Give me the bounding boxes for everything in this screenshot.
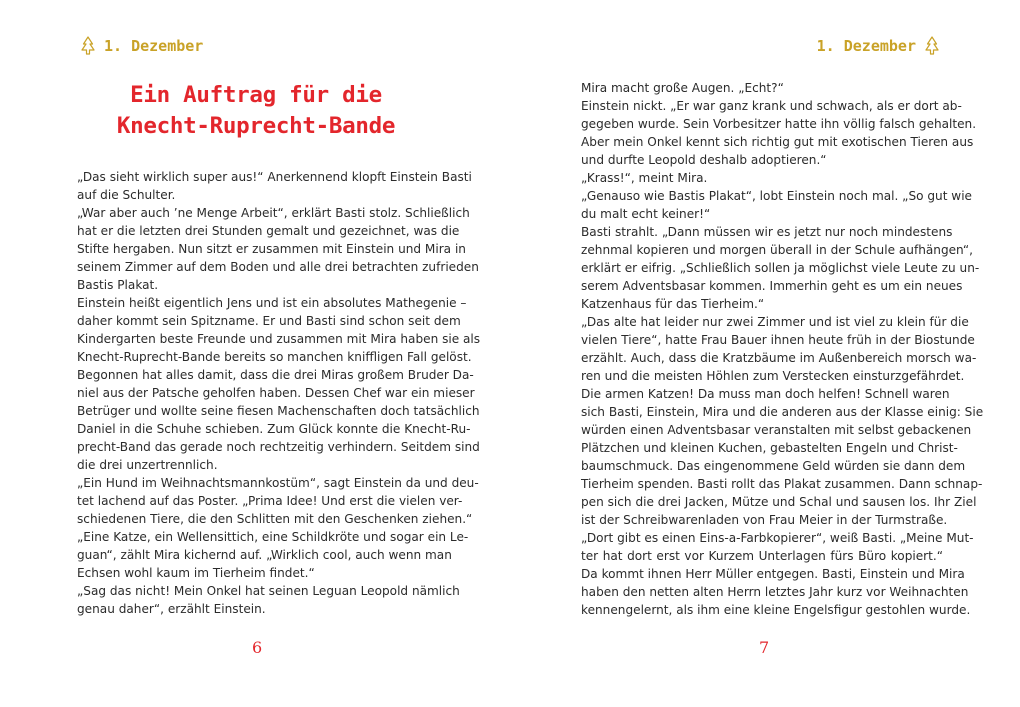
text-line: kennengelernt, als ihm eine kleine Engelsfigur gestohlen wurde. (581, 603, 971, 618)
text-line: schiedenen Tiere, die den Schlitten mit den Geschenken ziehen.“ (77, 512, 473, 527)
text-line: „Ein Hund im Weihnachtsmannkostüm“, sagt Einstein da und deu- (77, 476, 479, 491)
text-line: ter hat dort erst vor Kurzem Unterlagen fürs Büro kopiert.“ (581, 549, 943, 564)
text-line: Die armen Katzen! Da muss man doch helfen! Schnell waren (581, 387, 950, 402)
christmas-tree-icon (80, 36, 96, 56)
running-head-left (80, 36, 203, 56)
text-line: Plätzchen und kleinen Kuchen, gebastelten Engeln und Christ- (581, 441, 958, 456)
text-line: niel aus der Patsche geholfen haben. Dessen Chef war ein mieser (77, 386, 475, 401)
christmas-tree-icon (924, 36, 940, 56)
text-line: erklärt er eifrig. „Schließlich sollen ja möglichst viele Leute zu un- (581, 261, 980, 276)
body-text-left (77, 168, 481, 618)
body-text-right (581, 79, 984, 619)
text-line: Katzenhaus für das Tierheim.“ (581, 297, 765, 312)
text-line: Stifte hergaben. Nun sitzt er zusammen mit Einstein und Mira in (77, 242, 466, 257)
text-line: baumschmuck. Das eingenommene Geld würden sie dann dem (581, 459, 966, 474)
text-line: „Das alte hat leider nur zwei Zimmer und ist viel zu klein für die (581, 315, 969, 330)
text-line: seinem Zimmer auf dem Boden und alle drei betrachten zufrieden (77, 260, 479, 275)
text-line: „War aber auch ’ne Menge Arbeit“, erklärt Basti stolz. Schließlich (77, 206, 470, 221)
text-line: du malt echt keiner!“ (581, 207, 711, 222)
text-line: daher kommt sein Spitzname. Er und Basti sind schon seit dem (77, 314, 461, 329)
text-line: und durfte Leopold deshalb adoptieren.“ (581, 153, 827, 168)
text-line: Basti strahlt. „Dann müssen wir es jetzt nur noch mindestens (581, 225, 953, 240)
text-line: Einstein heißt eigentlich Jens und ist ein absolutes Mathegenie – (77, 296, 467, 311)
text-line: genau daher“, erzählt Einstein. (77, 602, 266, 617)
text-line: Tierheim spenden. Basti rollt das Plakat zusammen. Dann schnap- (581, 477, 983, 492)
text-line: pen sich die drei Jacken, Mütze und Schal und sausen los. Ihr Ziel (581, 495, 977, 510)
text-line: precht-Band das gerade noch rechtzeitig verhindern. Seitdem sind (77, 440, 480, 455)
text-line: „Dort gibt es einen Eins-a-Farbkopierer“, weiß Basti. „Meine Mut- (581, 531, 974, 546)
chapter-title (78, 80, 434, 142)
text-line: „Sag das nicht! Mein Onkel hat seinen Leguan Leopold nämlich (77, 584, 460, 599)
text-line: „Das sieht wirklich super aus!“ Anerkennend klopft Einstein Basti (77, 170, 472, 184)
text-line: Einstein nickt. „Er war ganz krank und schwach, als er dort ab- (581, 99, 962, 114)
text-line: auf die Schulter. (77, 188, 176, 203)
text-line: ren und die meisten Höhlen zum Verstecken einsturzgefährdet. (581, 369, 965, 384)
right-page (510, 0, 1020, 707)
text-line: haben den netten alten Herrn letztes Jahr kurz vor Weihnachten (581, 585, 969, 600)
text-line: Kindergarten beste Freunde und zusammen mit Mira haben sie als (77, 332, 481, 347)
text-line: Bastis Plakat. (77, 278, 159, 293)
text-line: Daniel in die Schuhe schieben. Zum Glück konnte die Knecht-Ru- (77, 422, 471, 437)
running-head-text: 1. Dezember (816, 37, 916, 55)
text-line: Betrüger und wollte seine fiesen Machenschaften doch tatsächlich (77, 404, 480, 419)
page-number-right: 7 (759, 638, 770, 657)
page-number-left: 6 (252, 638, 263, 657)
text-line: hat er die letzten drei Stunden gemalt und gezeichnet, was die (77, 224, 460, 239)
text-line: würden einen Adventsbasar veranstalten mit selbst gebackenen (581, 423, 972, 438)
chapter-title-line-2: Knecht-Ruprecht-Bande (116, 113, 396, 139)
text-line: tet lachend auf das Poster. „Prima Idee! Und erst die vielen ver- (77, 494, 463, 509)
text-line: „Eine Katze, ein Wellensittich, eine Schildkröte und sogar ein Le- (77, 530, 469, 545)
text-line: „Krass!“, meint Mira. (581, 171, 708, 186)
text-line: die drei unzertrennlich. (77, 458, 218, 473)
text-line: Knecht-Ruprecht-Bande bereits so manchen kniffligen Fall gelöst. (77, 350, 472, 365)
text-line: zehnmal kopieren und morgen überall in der Schule aufhängen“, (581, 243, 973, 258)
chapter-title-line-1: Ein Auftrag für die (130, 82, 382, 108)
running-head-right (817, 36, 940, 56)
text-line: sich Basti, Einstein, Mira und die anderen aus der Klasse einig: Sie (581, 405, 984, 420)
text-line: erzählt. Auch, dass die Kratzbäume im Außenbereich morsch wa- (581, 351, 977, 366)
text-line: serem Adventsbasar kommen. Immerhin geht es um ein neues (581, 279, 963, 294)
text-line: guan“, zählt Mira kichernd auf. „Wirklich cool, auch wenn man (77, 548, 452, 563)
text-line: ist der Schreibwarenladen von Frau Meier in der Turmstraße. (581, 513, 948, 528)
text-line: Mira macht große Augen. „Echt?“ (581, 81, 784, 95)
running-head-text: 1. Dezember (104, 37, 204, 55)
text-line: „Genauso wie Bastis Plakat“, lobt Einstein noch mal. „So gut wie (581, 189, 972, 204)
text-line: Da kommt ihnen Herr Müller entgegen. Basti, Einstein und Mira (581, 567, 965, 582)
text-line: Aber mein Onkel kennt sich richtig gut mit exotischen Tieren aus (581, 135, 974, 150)
text-line: Begonnen hat alles damit, dass die drei Miras großem Bruder Da- (77, 368, 474, 383)
text-line: vielen Tiere“, hatte Frau Bauer ihnen heute früh in der Biostunde (581, 333, 975, 348)
text-line: Echsen wohl kaum im Tierheim findet.“ (77, 566, 315, 581)
text-line: gegeben wurde. Sein Vorbesitzer hatte ihn völlig falsch gehalten. (581, 117, 977, 132)
